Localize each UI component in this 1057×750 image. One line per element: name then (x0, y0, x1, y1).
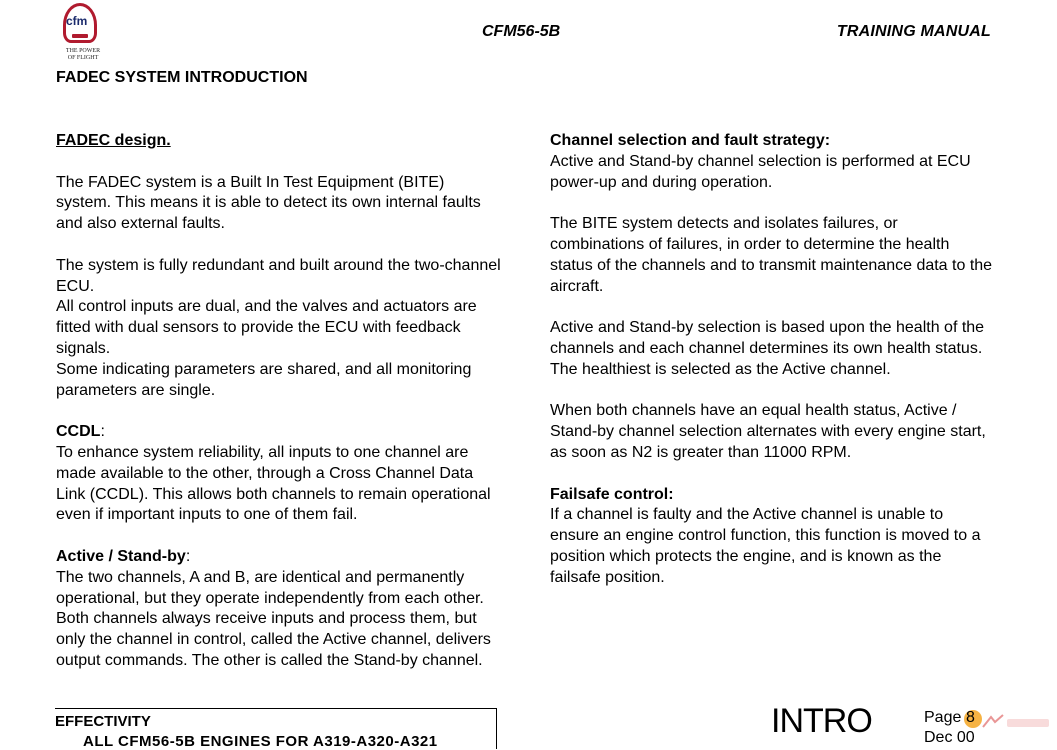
fadec-design-paragraph-4: Some indicating parameters are shared, and all monitoring parameters are single. (56, 360, 472, 399)
page-label: Page (924, 709, 962, 726)
chapter-label: INTRO (771, 702, 872, 740)
failsafe-heading: Failsafe control: (550, 485, 674, 503)
page-number-wrap (966, 709, 980, 727)
logo-tagline-line-2: OF FLIGHT (67, 55, 99, 61)
section-title: FADEC SYSTEM INTRODUCTION (56, 69, 308, 86)
header-engine-model: CFM56-5B (482, 23, 561, 40)
logo-text: cfm (66, 14, 88, 28)
ccdl-heading-line (56, 422, 502, 443)
page-number: 8 (966, 709, 975, 726)
fadec-design-paragraph-3: All control inputs are dual, and the valves and actuators are fitted with dual sensors to provide the ECU with feedback signals. (56, 298, 477, 357)
logo-tagline-line-1: THE POWER (65, 48, 101, 54)
fadec-design-paragraph-1: The FADEC system is a Built In Test Equipment (BITE) system. This means it is able to detect its own internal faults and also external faults. (56, 173, 481, 233)
cfm-logo (60, 3, 104, 63)
watermark-icon (981, 713, 1053, 731)
active-standby-paragraph: The two channels, A and B, are identical and permanently operational, but they operate independently from each other. Both channels always receive inputs and process them, but only the channel in control, called the Active channel, delivers output commands. The other is called the Stand-by channel. (56, 568, 491, 669)
ccdl-heading: CCDL (56, 423, 101, 441)
channel-selection-paragraph-1: Active and Stand-by channel selection is performed at ECU power-up and during operation. (550, 152, 971, 191)
effectivity-box (55, 708, 497, 749)
effectivity-value: ALL CFM56-5B ENGINES FOR A319-A320-A321 (83, 733, 438, 750)
ccdl-heading-colon: : (100, 423, 105, 441)
active-standby-heading-line (56, 547, 502, 568)
left-column (56, 131, 502, 672)
header-manual-title: TRAINING MANUAL (836, 23, 991, 40)
active-standby-heading: Active / Stand-by (56, 547, 186, 565)
revision-date: Dec 00 (924, 729, 975, 746)
fadec-design-paragraph-2: The system is fully redundant and built around the two-channel ECU. (56, 256, 501, 295)
channel-selection-paragraph-3: Active and Stand-by selection is based upon the health of the channels and each channel determines its own health status. The healthiest is selected as the Active channel. (550, 319, 985, 378)
channel-selection-paragraph-4: When both channels have an equal health status, Active / Stand-by channel selection alternates with every engine start, as soon as N2 is greater than 11000 RPM. (550, 402, 986, 461)
watermark-logo (981, 713, 1053, 731)
effectivity-label: EFFECTIVITY (55, 713, 151, 730)
logo-tagline (61, 48, 105, 62)
right-column (550, 131, 996, 589)
active-standby-heading-colon: : (185, 547, 191, 565)
channel-selection-heading: Channel selection and fault strategy: (550, 132, 831, 149)
channel-selection-paragraph-2: The BITE system detects and isolates failures, or combinations of failures, in order to determine the health status of the channels and to transmit maintenance data to the aircraft. (550, 215, 993, 295)
fadec-design-heading: FADEC design. (56, 132, 171, 149)
failsafe-paragraph: If a channel is faulty and the Active channel is unable to ensure an engine control function, this function is moved to a position which protects the engine, and is known as the failsafe position. (550, 506, 981, 586)
ccdl-paragraph: To enhance system reliability, all inputs to one channel are made available to the other, through a Cross Channel Data Link (CCDL). This allows both channels to remain operational even if important inputs to one of them fail. (56, 443, 491, 524)
